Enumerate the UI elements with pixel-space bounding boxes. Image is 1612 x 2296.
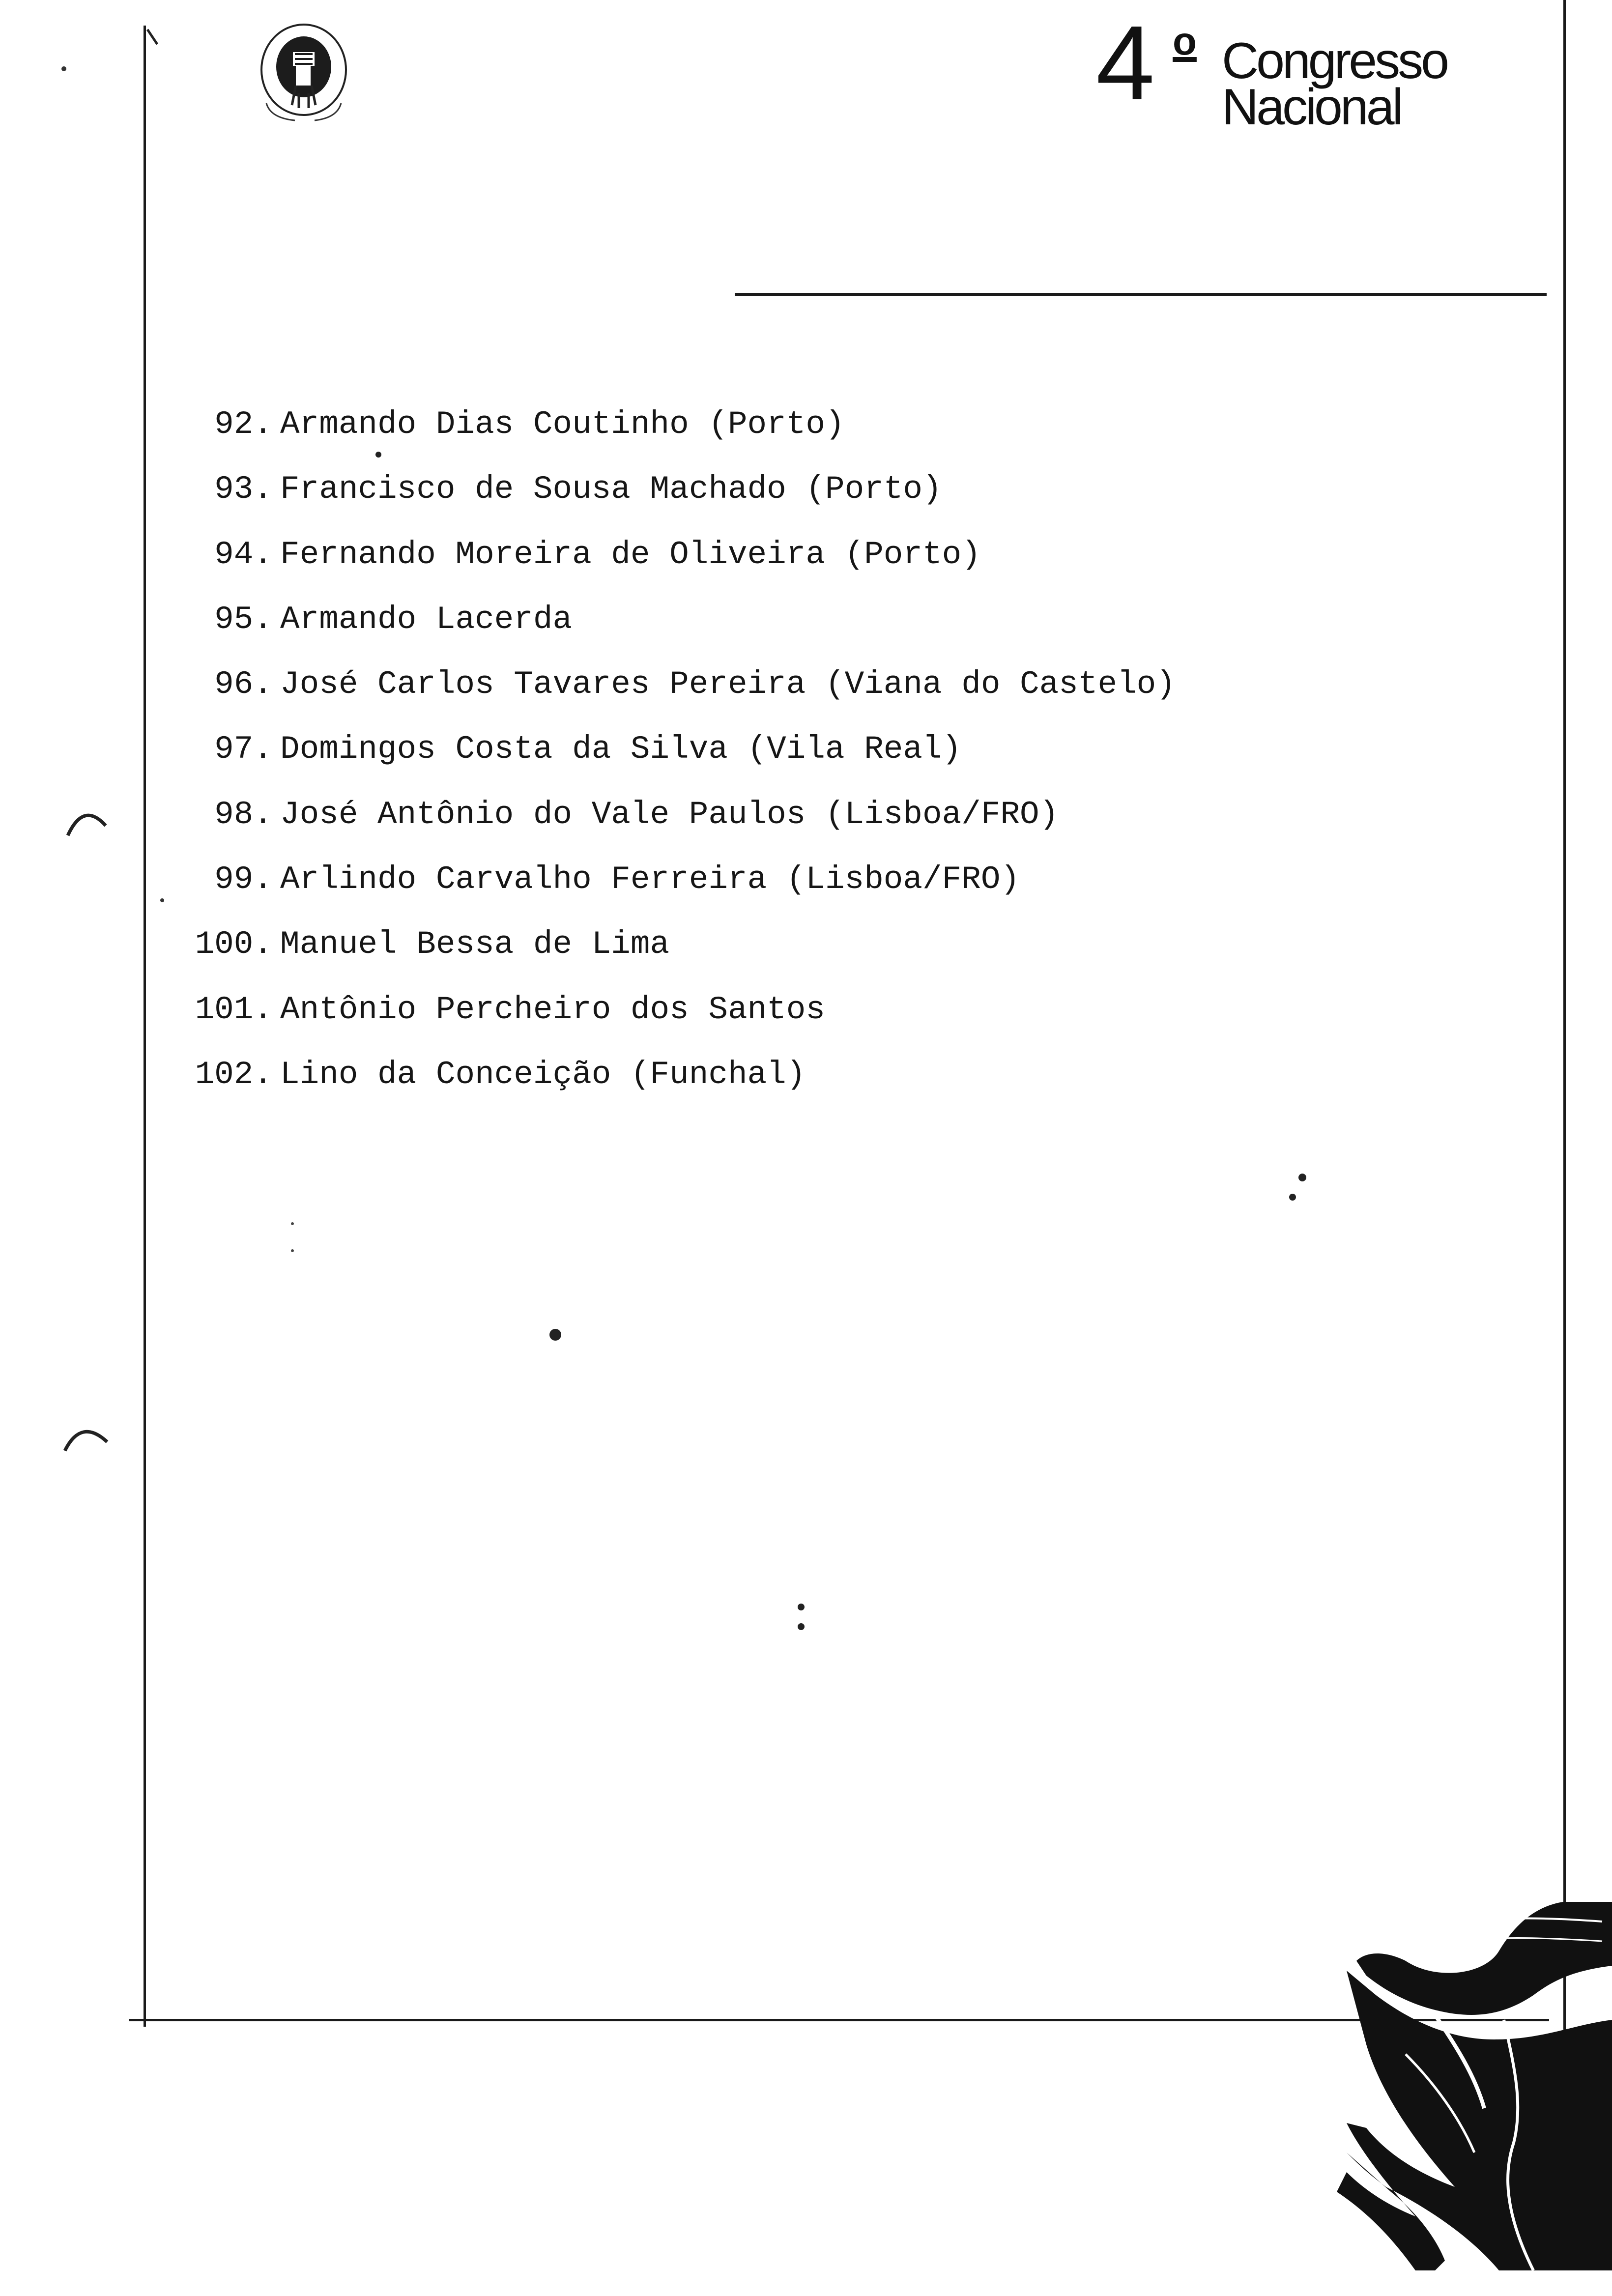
masthead-ordinal: o — [1173, 19, 1197, 63]
item-name: Antônio Percheiro dos Santos — [280, 991, 825, 1028]
item-number: 94. — [214, 536, 273, 573]
item-number: 95. — [214, 601, 273, 638]
item-name: Domingos Costa da Silva (Vila Real) — [280, 731, 962, 768]
masthead-congresso: Congresso — [1222, 32, 1447, 89]
item-number: 101. — [195, 991, 273, 1028]
item-name: José Antônio do Vale Paulos (Lisboa/FRO) — [280, 796, 1059, 833]
item-number: 99. — [214, 861, 273, 898]
item-number: 96. — [214, 666, 273, 703]
item-number: 92. — [214, 406, 273, 443]
item-name: Francisco de Sousa Machado (Porto) — [280, 471, 942, 508]
item-number: 102. — [195, 1056, 273, 1093]
masthead-nacional: Nacional — [1222, 79, 1401, 136]
item-name: Armando Dias Coutinho (Porto) — [280, 406, 845, 443]
item-number: 97. — [214, 731, 273, 768]
wave-decoration-icon — [1160, 1897, 1612, 2270]
item-name: Armando Lacerda — [280, 601, 573, 638]
item-name: Arlindo Carvalho Ferreira (Lisboa/FRO) — [280, 861, 1020, 898]
page-frame-left-rule — [144, 26, 146, 2027]
page-frame-right-rule — [1563, 0, 1566, 2030]
header-rule — [735, 293, 1547, 296]
item-name: Lino da Conceição (Funchal) — [280, 1056, 806, 1093]
item-number: 98. — [214, 796, 273, 833]
masthead-number: 4 — [1096, 3, 1155, 122]
item-number: 100. — [195, 926, 273, 963]
item-name: Manuel Bessa de Lima — [280, 926, 670, 963]
party-fist-logo-icon — [241, 20, 369, 123]
item-name: Fernando Moreira de Oliveira (Porto) — [280, 536, 981, 573]
item-name: José Carlos Tavares Pereira (Viana do Castelo) — [280, 666, 1176, 703]
item-number: 93. — [214, 471, 273, 508]
congress-masthead — [1096, 3, 1479, 136]
